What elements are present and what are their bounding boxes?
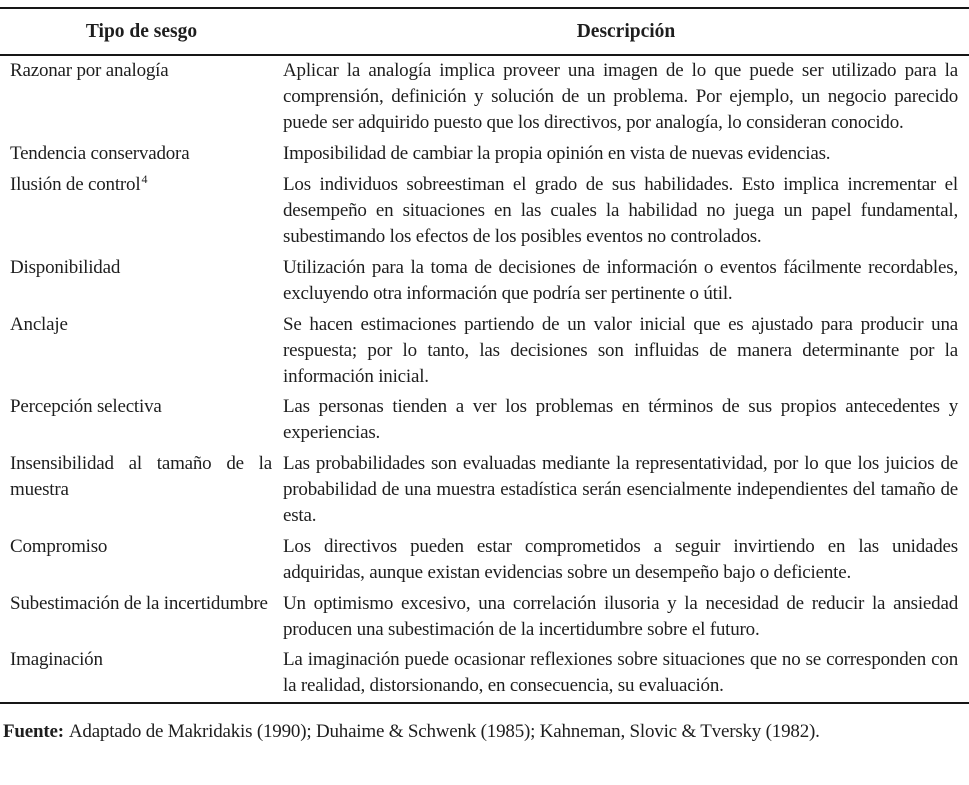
table-body	[0, 56, 969, 702]
tipo-cell	[10, 58, 283, 136]
table-row	[0, 531, 969, 588]
tipo-cell	[10, 255, 283, 307]
column-header-descripcion: Descripción	[576, 20, 676, 42]
tipo-label: Subestimación de la incertidumbre	[10, 592, 268, 614]
descripcion-cell: Imposibilidad de cambiar la propia opinión en vista de nuevas evidencias.	[283, 143, 831, 165]
tipo-label: Tendencia conservadora	[10, 143, 190, 165]
table-row	[0, 139, 969, 170]
tipo-cell	[10, 172, 283, 250]
tipo-cell	[10, 451, 283, 529]
table-header-row	[0, 9, 969, 54]
tipo-label: Anclaje	[10, 313, 68, 335]
descripcion-cell: Las personas tienden a ver los problemas en términos de sus propios antecedentes y experiencias.	[283, 396, 958, 444]
descripcion-cell: Los directivos pueden estar comprometidos a seguir invirtiendo en las unidades adquiridas, aunque existan evidencias sobre un desempeño bajo o deficiente.	[283, 535, 958, 583]
tipo-label: Imaginación	[10, 649, 103, 671]
tipo-label: Percepción selectiva	[10, 396, 162, 418]
source-text: Adaptado de Makridakis (1990); Duhaime & Schwenk (1985); Kahneman, Slovic & Tversky (1982).	[68, 721, 820, 743]
descripcion-cell: Los individuos sobreestiman el grado de sus habilidades. Esto implica incrementar el desempeño en situaciones en las cuales la habilidad no juega un papel fundamental, subestimando los efectos de los posibles eventos no controlados.	[283, 173, 958, 247]
table-row	[0, 645, 969, 702]
table-row	[0, 449, 969, 532]
table-bottom-rule	[0, 702, 969, 704]
table-row	[0, 252, 969, 309]
column-header-tipo: Tipo de sesgo	[85, 20, 198, 42]
tipo-cell	[10, 534, 283, 586]
tipo-label: Disponibilidad	[10, 256, 121, 278]
tipo-cell	[10, 647, 283, 699]
tipo-label: Razonar por analogía	[10, 60, 169, 82]
source-note	[3, 720, 969, 744]
tipo-label: Insensibilidad al tamaño de la muestra	[10, 453, 272, 501]
table-row	[0, 309, 969, 392]
source-label: Fuente:	[3, 721, 64, 743]
descripcion-cell: Utilización para la toma de decisiones de información o eventos fácilmente recordables, excluyendo otra información que podría ser pertinente o útil.	[283, 256, 958, 304]
descripcion-cell: La imaginación puede ocasionar reflexiones sobre situaciones que no se corresponden con la realidad, distorsionando, en consecuencia, su evaluación.	[283, 649, 958, 697]
tipo-label: Ilusión de control	[10, 173, 141, 195]
descripcion-cell: Se hacen estimaciones partiendo de un valor inicial que es ajustado para producir una respuesta; por lo tanto, las decisiones son influidas de manera determinante por la información inicial.	[283, 313, 958, 387]
descripcion-cell: Las probabilidades son evaluadas mediante la representatividad, por lo que los juicios de probabilidad de una muestra estadística serán esencialmente independientes del tamaño de esta.	[283, 453, 958, 527]
tipo-cell	[10, 141, 283, 167]
table-row	[0, 588, 969, 645]
table-row	[0, 56, 969, 139]
table-row	[0, 170, 969, 253]
tipo-cell	[10, 312, 283, 390]
tipo-label: Compromiso	[10, 535, 108, 557]
descripcion-cell: Aplicar la analogía implica proveer una imagen de lo que puede ser utilizado para la comprensión, definición y solución de un problema. Por ejemplo, un negocio parecido puede ser adquirido puesto que los directivos, por analogía, lo consideran conocido.	[283, 60, 958, 134]
tipo-cell	[10, 591, 283, 643]
descripcion-cell: Un optimismo excesivo, una correlación ilusoria y la necesidad de reducir la ansiedad producen una subestimación de la incertidumbre sobre el futuro.	[283, 592, 958, 640]
footnote-marker: 4	[141, 171, 148, 186]
tipo-cell	[10, 394, 283, 446]
table-row	[0, 392, 969, 449]
